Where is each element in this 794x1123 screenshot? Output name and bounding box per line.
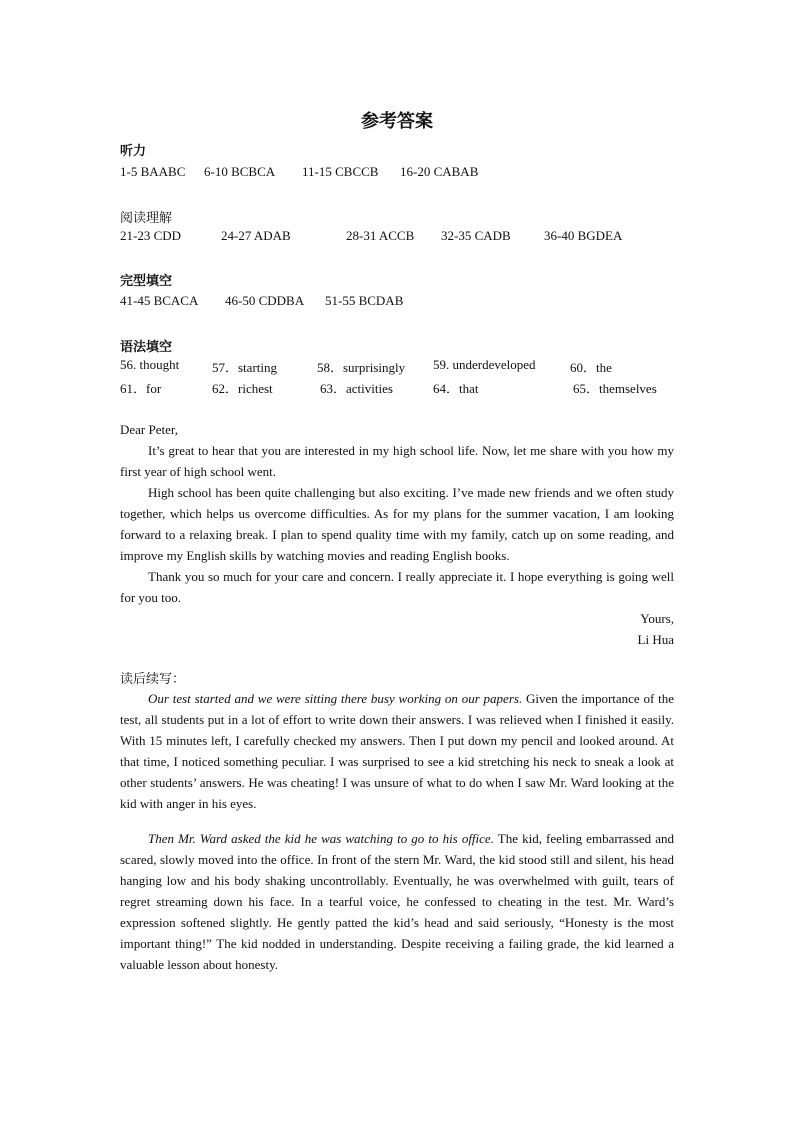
answer-group: 21-23 CDD <box>120 228 182 243</box>
letter-paragraph: It’s great to hear that you are interested in my high school life. Now, let me share with you how my first year of high school went. <box>120 443 674 479</box>
story-body: Given the importance of the test, all students put in a lot of effort to write down their answers. I was relieved when I finished it easily. With 15 minutes left, I carefully checked my answers. Then I put down my pencil and looked around. At that time, I noticed something peculiar. I was surprised to see a kid stretching his neck to sneak a look at other students’ answers. He was cheating! I was unsure of what to do when I saw Mr. Ward looking at the kid with anger in his eyes. <box>120 691 674 811</box>
answer-group: 51-55 BCDAB <box>325 293 404 308</box>
grammar-answer: 61．for <box>120 381 162 396</box>
letter-signature: Li Hua <box>637 632 674 647</box>
answer-group: 46-50 CDDBA <box>225 293 305 308</box>
letter-paragraph: Thank you so much for your care and concern. I really appreciate it. I hope everything is going well for you too. <box>120 569 674 605</box>
grammar-heading: 语法填空 <box>120 339 173 354</box>
story-paragraph-1 <box>120 688 674 814</box>
answer-group: 11-15 CBCCB <box>302 164 379 179</box>
listening-heading: 听力 <box>120 143 147 158</box>
answer-group: 6-10 BCBCA <box>204 164 276 179</box>
reading-heading: 阅读理解 <box>120 210 173 225</box>
letter-greeting: Dear Peter, <box>120 422 178 437</box>
answer-group: 32-35 CADB <box>441 228 511 243</box>
story-paragraph-2 <box>120 828 674 975</box>
grammar-answer: 63．activities <box>320 381 393 396</box>
answer-group: 36-40 BGDEA <box>544 228 623 243</box>
answer-group: 1-5 BAABC <box>120 164 186 179</box>
letter-closing: Yours, <box>640 611 674 626</box>
answer-group: 41-45 BCACA <box>120 293 199 308</box>
grammar-answer: 64．that <box>433 381 479 396</box>
grammar-answer: 65．themselves <box>573 381 657 396</box>
grammar-answer: 57．starting <box>212 360 277 375</box>
grammar-answer: 56. thought <box>120 357 180 372</box>
continuation-text <box>120 688 674 975</box>
answer-group: 28-31 ACCB <box>346 228 415 243</box>
grammar-answer: 62．richest <box>212 381 273 396</box>
story-lead-sentence: Then Mr. Ward asked the kid he was watching to go to his office. <box>148 831 494 846</box>
grammar-answer: 58．surprisingly <box>317 360 406 375</box>
cloze-heading: 完型填空 <box>120 273 173 288</box>
answer-group: 24-27 ADAB <box>221 228 291 243</box>
letter <box>120 419 674 650</box>
grammar-answer: 59. underdeveloped <box>433 357 536 372</box>
grammar-answer: 60．the <box>570 360 612 375</box>
letter-paragraph: High school has been quite challenging but also exciting. I’ve made new friends and we often study together, which helps us overcome difficulties. As for my plans for the summer vacation, I am looking forward to a relaxing break. I plan to spend quality time with my family, catch up on some reading, and improve my English skills by watching movies and reading English books. <box>120 485 674 563</box>
continuation-heading: 读后续写： <box>120 671 186 686</box>
story-body: The kid, feeling embarrassed and scared, slowly moved into the office. In front of the stern Mr. Ward, the kid stood still and silent, his head hanging low and his body shaking uncontrollably. Eventually, he was overwhelmed with guilt, tears of regret streaming down his face. In a tearful voice, he confessed to cheating in the test. Mr. Ward’s expression softened slightly. He gently patted the kid’s head and said seriously, “Honesty is the most important thing!” The kid nodded in understanding. Despite receiving a failing grade, the kid learned a valuable lesson about honesty. <box>120 831 674 972</box>
story-lead-sentence: Our test started and we were sitting there busy working on our papers. <box>148 691 523 706</box>
page-title: 参考答案 <box>361 111 433 131</box>
answer-group: 16-20 CABAB <box>400 164 479 179</box>
